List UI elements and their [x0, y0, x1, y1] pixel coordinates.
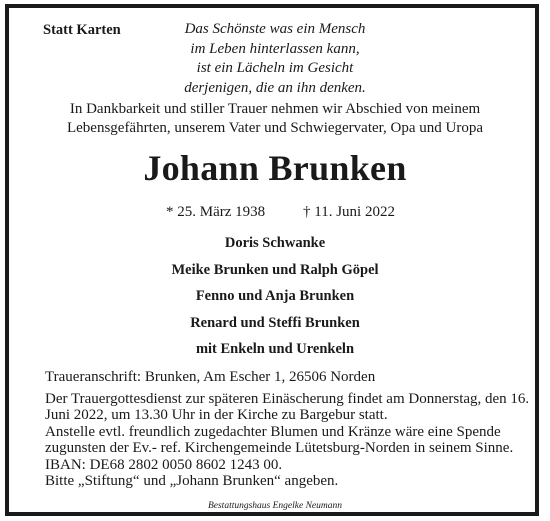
- mourner-entry: Doris Schwanke: [224, 235, 326, 251]
- notice-line: Juni 2022, um 13.30 Uhr in der Kirche zu Bargebur statt.: [45, 407, 388, 424]
- notice-line: Bitte „Stiftung“ und „Johann Brunken“ angeben.: [45, 473, 339, 490]
- poem-line: derjenigen, die an ihn denken.: [184, 79, 366, 96]
- intro-text: [30, 100, 520, 138]
- statt-karten-label: Statt Karten: [43, 22, 121, 38]
- poem-line: Das Schönste was ein Mensch: [184, 21, 366, 37]
- notice-line: zugunsten der Ev.- ref. Kirchengemeinde Lütetsburg-Norden in seinem Sinne.: [45, 440, 514, 457]
- funeral-home-credit: Bestattungshaus Engelke Neumann: [207, 501, 343, 511]
- notice-line: Anstelle evtl. freundlich zugedachter Blumen und Kränze wäre eine Spende: [45, 423, 501, 440]
- mourner-entry: Meike Brunken und Ralph Göpel: [171, 261, 379, 278]
- notice-line: IBAN: DE68 2802 0050 8602 1243 00.: [45, 456, 283, 473]
- mourner-entry: Renard und Steffi Brunken: [190, 314, 360, 331]
- deceased-name: Johann Brunken: [143, 148, 407, 188]
- death-date: † 11. Juni 2022: [303, 204, 395, 220]
- mourner-entry: mit Enkeln und Urenkeln: [195, 341, 355, 357]
- mourner-entry: Fenno und Anja Brunken: [195, 288, 355, 304]
- notice-line: Der Trauergottesdienst zur späteren Einäscherung findet am Donnerstag, den 16.: [45, 391, 530, 407]
- service-notice: [45, 391, 530, 490]
- condolence-address: Traueranschrift: Brunken, Am Escher 1, 26506 Norden: [45, 369, 376, 385]
- poem-line: im Leben hinterlassen kann,: [190, 40, 360, 57]
- poem: [170, 20, 380, 98]
- mourners-list: [0, 233, 550, 366]
- poem-line: ist ein Lächeln im Gesicht: [196, 60, 354, 76]
- intro-line: Lebensgefährten, unserem Vater und Schwiegervater, Opa und Uropa: [66, 120, 484, 136]
- birth-date: * 25. März 1938: [166, 204, 266, 220]
- intro-line: In Dankbarkeit und stiller Trauer nehmen wir Abschied von meinem: [69, 101, 481, 117]
